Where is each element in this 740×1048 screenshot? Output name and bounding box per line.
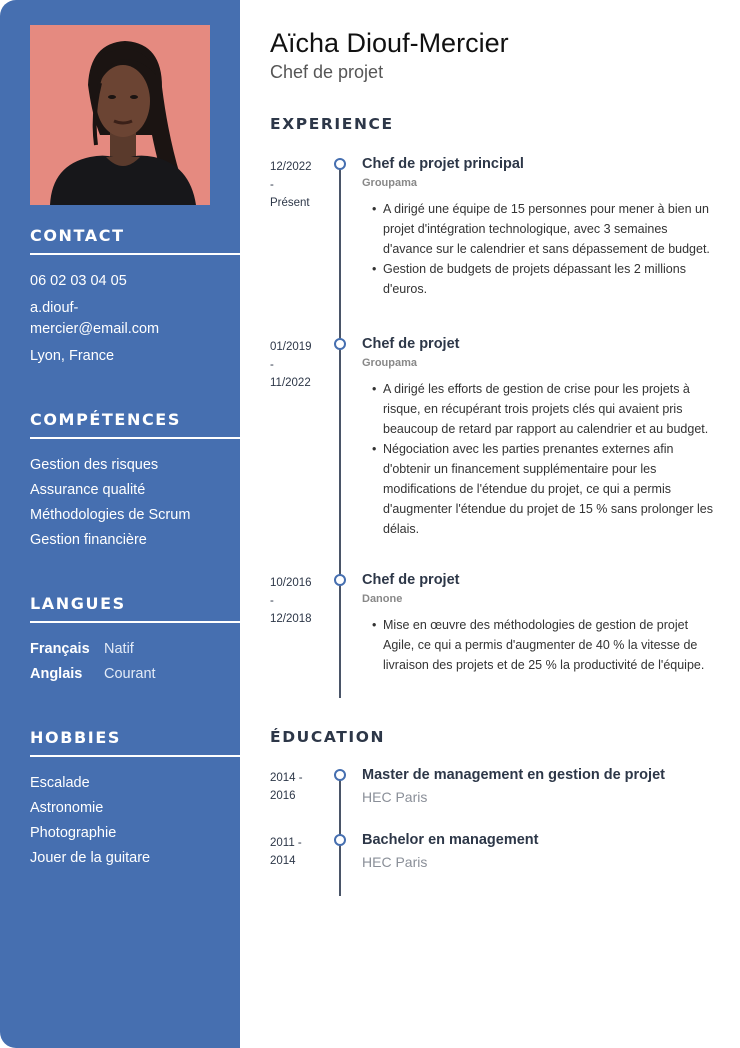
education-body (362, 766, 717, 805)
portrait-photo (30, 25, 210, 205)
degree-title: Master de management en gestion de projet (362, 767, 665, 783)
skill-item: Méthodologies de Scrum (30, 507, 191, 523)
achievement-item: • A dirigé les efforts de gestion de crise pour les projets à risque, en récupérant trois projets clés qui avaient pris beaucoup de retard par rapport au calendrier et au budget. (372, 379, 717, 439)
contact-email-line2: mercier@email.com (30, 321, 160, 337)
date-start: 12/2022 (270, 161, 312, 173)
date-start: 2014 - (270, 772, 303, 784)
achievement-item: • Mise en œuvre des méthodologies de gestion de projet Agile, ce qui a permis d'augmenter de 40 % la vitesse de livraison des projets et de 25 % la productivité de l'équipe. (372, 615, 717, 675)
contact-section (30, 226, 240, 373)
portrait-icon (30, 25, 210, 205)
job-title: Chef de projet (362, 336, 460, 352)
hobby-item: Escalade (30, 775, 90, 791)
timeline-dot-icon (334, 574, 346, 586)
experience-dates (270, 158, 325, 212)
candidate-role: Chef de projet (270, 62, 384, 82)
language-name: Français (30, 641, 90, 657)
timeline-dot-icon (334, 158, 346, 170)
date-end: 11/2022 (270, 377, 311, 389)
company-name: Danone (362, 593, 403, 605)
experience-dates (270, 574, 325, 628)
date-start: 2011 - (270, 837, 302, 849)
timeline-dot-icon (334, 769, 346, 781)
date-start: 10/2016 (270, 577, 312, 589)
education-dates (270, 834, 325, 870)
language-level: Natif (104, 641, 134, 657)
hobby-item: Astronomie (30, 800, 104, 816)
education-heading: ÉDUCATION (270, 728, 386, 746)
school-name: HEC Paris (362, 854, 428, 870)
languages-heading: LANGUES (30, 594, 240, 623)
skill-item: Assurance qualité (30, 482, 146, 498)
school-name: HEC Paris (362, 789, 428, 805)
language-row (30, 664, 240, 685)
hobby-item: Photographie (30, 825, 117, 841)
candidate-name: Aïcha Diouf-Mercier (270, 28, 509, 58)
date-end: 2014 (270, 855, 296, 867)
contact-email-line1: a.diouf- (30, 300, 79, 316)
experience-heading: EXPERIENCE (270, 115, 394, 133)
contact-phone[interactable]: 06 02 03 04 05 (30, 273, 127, 289)
achievement-list (362, 615, 717, 675)
degree-title: Bachelor en management (362, 832, 539, 848)
job-title: Chef de projet (362, 572, 460, 588)
date-separator: - (270, 359, 274, 371)
languages-section (30, 594, 240, 689)
experience-timeline (339, 166, 341, 698)
timeline-dot-icon (334, 338, 346, 350)
date-end: 12/2018 (270, 613, 312, 625)
hobbies-section (30, 728, 240, 873)
company-name: Groupama (362, 357, 418, 369)
contact-email[interactable] (30, 298, 240, 340)
experience-body (362, 571, 717, 675)
date-start: 01/2019 (270, 341, 312, 353)
company-name: Groupama (362, 177, 418, 189)
language-name: Anglais (30, 666, 83, 682)
contact-location: Lyon, France (30, 348, 115, 364)
job-title: Chef de projet principal (362, 156, 524, 172)
skills-section (30, 410, 240, 555)
hobbies-heading: HOBBIES (30, 728, 240, 757)
date-end: Présent (270, 197, 310, 209)
date-separator: - (270, 595, 274, 607)
sidebar (0, 0, 240, 1048)
skills-heading: COMPÉTENCES (30, 410, 240, 439)
achievement-list (362, 199, 717, 299)
timeline-dot-icon (334, 834, 346, 846)
achievement-list (362, 379, 717, 539)
achievement-item: • Négociation avec les parties prenantes externes afin d'obtenir un financement supplémentaire pour les modifications de l'étendue du projet, ce qui a permis d'augmenter l'étendue du projet de 15 % sans prolonger les délais. (372, 439, 717, 539)
experience-body (362, 155, 717, 299)
achievement-item: • Gestion de budgets de projets dépassant les 2 millions d'euros. (372, 259, 717, 299)
date-separator: - (270, 179, 274, 191)
date-end: 2016 (270, 790, 296, 802)
hobby-item: Jouer de la guitare (30, 850, 151, 866)
contact-heading: CONTACT (30, 226, 240, 255)
experience-dates (270, 338, 325, 392)
experience-body (362, 335, 717, 539)
education-dates (270, 769, 325, 805)
skill-item: Gestion des risques (30, 457, 159, 473)
language-row (30, 639, 240, 660)
achievement-item: • A dirigé une équipe de 15 personnes pour mener à bien un projet d'intégration technologique, avec 3 semaines d'avance sur le calendrier et sans dépassement de budget. (372, 199, 717, 259)
skill-item: Gestion financière (30, 532, 147, 548)
language-level: Courant (104, 666, 156, 682)
education-body (362, 831, 717, 870)
